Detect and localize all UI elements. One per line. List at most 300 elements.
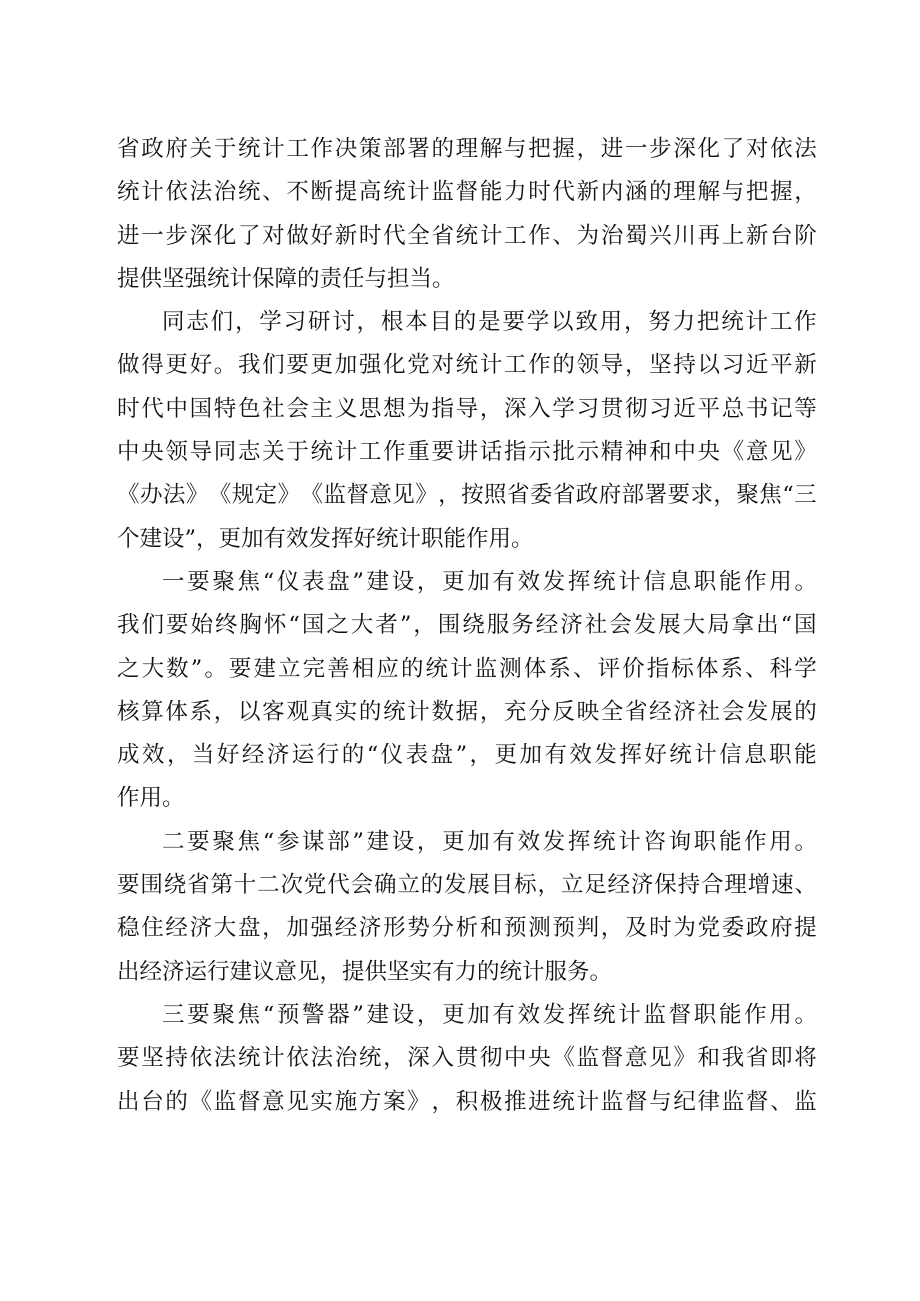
glyph: 能 <box>479 179 503 206</box>
glyph: 更 <box>442 1001 465 1028</box>
glyph: 近 <box>745 352 769 379</box>
text-line <box>117 474 817 517</box>
glyph: ， <box>262 915 285 942</box>
glyph: 出 <box>756 612 779 639</box>
text-line <box>117 128 817 171</box>
glyph: 国 <box>794 612 817 639</box>
glyph: 实 <box>310 1088 334 1115</box>
glyph: 央 <box>141 439 164 466</box>
glyph: 经 <box>334 915 358 942</box>
glyph: 省 <box>506 482 530 509</box>
glyph: 作 <box>310 136 334 162</box>
glyph: 加 <box>519 742 542 769</box>
glyph: 监 <box>643 1001 666 1028</box>
glyph: ， <box>413 612 436 639</box>
glyph: 时 <box>117 395 140 422</box>
glyph: 监 <box>474 655 498 682</box>
glyph: 数 <box>431 698 454 725</box>
glyph: 计 <box>618 1001 641 1028</box>
glyph: 把 <box>745 179 769 206</box>
glyph: 》 <box>794 439 817 466</box>
glyph: 进 <box>117 222 140 249</box>
glyph: 同 <box>162 309 185 336</box>
glyph: 测 <box>528 915 551 942</box>
glyph: 盘 <box>430 742 454 769</box>
glyph: 要 <box>187 1001 210 1028</box>
glyph: 仪 <box>276 568 300 595</box>
glyph: 力 <box>504 179 527 206</box>
glyph: 三 <box>794 482 817 509</box>
glyph: 示 <box>576 439 600 466</box>
glyph: 不 <box>286 179 309 206</box>
paragraph-first-line <box>117 994 817 1037</box>
glyph: 关 <box>262 439 285 466</box>
glyph: 义 <box>334 395 358 422</box>
glyph: 济 <box>266 742 290 769</box>
glyph: 蜀 <box>624 222 648 249</box>
glyph: 、 <box>770 1088 793 1115</box>
glyph: 发 <box>542 828 566 855</box>
glyph: 法 <box>794 136 817 162</box>
glyph: 督 <box>624 1088 648 1115</box>
glyph: 有 <box>492 568 515 595</box>
glyph: “ <box>782 482 794 509</box>
glyph: 目 <box>490 872 514 899</box>
glyph: 计 <box>334 439 358 466</box>
glyph: 见 <box>286 1088 309 1115</box>
glyph: 志 <box>237 439 261 466</box>
glyph: 记 <box>770 395 793 422</box>
glyph: 统 <box>721 309 744 336</box>
glyph: 警 <box>302 1001 325 1028</box>
glyph: 有 <box>544 742 567 769</box>
glyph: 成 <box>117 742 140 769</box>
glyph: 再 <box>697 222 721 249</box>
glyph: 解 <box>697 179 721 206</box>
glyph: 代 <box>141 395 164 422</box>
glyph: 预 <box>276 1001 300 1028</box>
glyph: 。 <box>794 1001 817 1028</box>
glyph: 委 <box>721 915 745 942</box>
glyph: 一 <box>624 136 648 162</box>
glyph: 工 <box>358 439 382 466</box>
glyph: 极 <box>479 1088 503 1115</box>
glyph: 聚 <box>212 828 235 855</box>
glyph: 统 <box>237 1045 261 1072</box>
glyph: 贯 <box>600 395 624 422</box>
glyph: 挥 <box>619 742 642 769</box>
glyph: 中 <box>165 395 188 422</box>
glyph: 标 <box>671 655 694 682</box>
glyph: 拿 <box>731 612 755 639</box>
glyph: 加 <box>286 915 309 942</box>
glyph: 习 <box>649 395 672 422</box>
glyph: 据 <box>455 698 479 725</box>
glyph: 化 <box>697 136 721 162</box>
glyph: 计 <box>479 222 503 249</box>
glyph: 建 <box>366 568 390 595</box>
glyph: 系 <box>548 655 571 682</box>
glyph: 的 <box>649 179 672 206</box>
glyph: ， <box>479 395 503 422</box>
glyph: 谋 <box>302 828 325 855</box>
glyph: 提 <box>794 915 817 942</box>
glyph: 绕 <box>462 612 485 639</box>
glyph: 速 <box>771 872 794 899</box>
glyph: 想 <box>383 395 406 422</box>
glyph: 能 <box>718 828 742 855</box>
glyph: ， <box>383 1045 406 1072</box>
glyph: 之 <box>326 612 349 639</box>
glyph: 持 <box>673 352 696 379</box>
glyph: 价 <box>622 655 645 682</box>
glyph: 代 <box>327 872 350 899</box>
glyph: 加 <box>467 828 490 855</box>
glyph: 合 <box>700 872 724 899</box>
glyph: 职 <box>693 828 717 855</box>
glyph: 客 <box>262 698 285 725</box>
glyph: 计 <box>618 828 641 855</box>
glyph: 见 <box>392 482 415 509</box>
glyph: 一 <box>162 568 185 595</box>
glyph: 工 <box>769 309 793 336</box>
glyph: ， <box>416 568 440 595</box>
text-line: 作用。 <box>117 785 185 812</box>
glyph: 效 <box>517 568 541 595</box>
glyph: 的 <box>165 1088 188 1115</box>
glyph: 会 <box>609 612 632 639</box>
glyph: 把 <box>696 309 720 336</box>
glyph: 建 <box>366 828 390 855</box>
glyph: ， <box>623 309 647 336</box>
glyph: 大 <box>682 612 706 639</box>
glyph: 高 <box>358 179 382 206</box>
glyph: 代 <box>552 179 575 206</box>
glyph: 挥 <box>567 828 591 855</box>
glyph: 统 <box>117 179 140 206</box>
glyph: 新 <box>794 352 817 379</box>
glyph: 能 <box>718 568 742 595</box>
glyph: 讨 <box>332 309 355 336</box>
glyph: 围 <box>140 872 163 899</box>
glyph: 核 <box>117 698 140 725</box>
glyph: 积 <box>455 1088 479 1115</box>
text-line <box>117 1081 817 1124</box>
glyph: 更 <box>494 742 518 769</box>
glyph: 新 <box>576 179 600 206</box>
glyph: 政 <box>745 915 769 942</box>
glyph: 有 <box>492 1001 515 1028</box>
glyph: 统 <box>593 568 616 595</box>
glyph: 询 <box>668 828 692 855</box>
text-line <box>117 734 817 777</box>
glyph: 用 <box>769 1001 792 1028</box>
glyph: 绕 <box>163 872 187 899</box>
glyph: 学 <box>526 309 550 336</box>
glyph: 意 <box>262 1088 285 1115</box>
glyph: 批 <box>552 439 575 466</box>
glyph: 统 <box>383 179 406 206</box>
glyph: ， <box>416 828 440 855</box>
glyph: 始 <box>190 612 213 639</box>
glyph: 央 <box>528 1045 551 1072</box>
glyph: 于 <box>286 439 309 466</box>
glyph: 署 <box>407 136 430 162</box>
glyph: ” <box>352 568 364 595</box>
glyph: 要 <box>187 828 210 855</box>
glyph: 们 <box>210 309 234 336</box>
glyph: 科 <box>769 655 793 682</box>
glyph: 二 <box>257 872 280 899</box>
glyph: 会 <box>721 698 745 725</box>
glyph: 领 <box>576 352 600 379</box>
glyph: 盘 <box>237 915 261 942</box>
glyph: 测 <box>499 655 522 682</box>
glyph: 围 <box>437 612 461 639</box>
glyph: ” <box>190 655 203 682</box>
glyph: 特 <box>213 395 237 422</box>
glyph: 的 <box>400 655 424 682</box>
glyph: ， <box>713 482 736 509</box>
glyph: 中 <box>673 439 696 466</box>
glyph: 系 <box>189 698 213 725</box>
glyph: 治 <box>213 179 237 206</box>
glyph: 导 <box>455 395 479 422</box>
glyph: 息 <box>744 742 767 769</box>
glyph: 要 <box>117 872 140 899</box>
glyph: 时 <box>358 222 382 249</box>
glyph: 形 <box>383 915 406 942</box>
glyph: 要 <box>431 439 454 466</box>
glyph: ” <box>352 828 364 855</box>
glyph: 算 <box>141 698 164 725</box>
glyph: 本 <box>405 309 428 336</box>
glyph: 习 <box>576 395 600 422</box>
glyph: 们 <box>262 352 285 379</box>
glyph: 用 <box>769 568 792 595</box>
glyph: 意 <box>745 439 769 466</box>
glyph: 督 <box>745 1088 769 1115</box>
glyph: 济 <box>560 612 583 639</box>
glyph: 映 <box>576 698 600 725</box>
glyph: 得 <box>141 352 164 379</box>
glyph: 展 <box>770 698 793 725</box>
glyph: 内 <box>600 179 624 206</box>
glyph: 们 <box>141 612 164 639</box>
glyph: 。 <box>794 828 817 855</box>
glyph: 学 <box>794 655 817 682</box>
glyph: 经 <box>165 915 188 942</box>
glyph: “ <box>262 1001 275 1028</box>
glyph: 当 <box>191 742 215 769</box>
glyph: 理 <box>455 136 479 162</box>
glyph: 统 <box>237 136 261 162</box>
glyph: 焦 <box>237 568 261 595</box>
glyph: 即 <box>770 1045 793 1072</box>
glyph: 研 <box>307 309 331 336</box>
glyph: 进 <box>600 136 624 162</box>
glyph: 对 <box>431 352 454 379</box>
text-line <box>117 215 817 258</box>
glyph: 表 <box>302 568 325 595</box>
glyph: 济 <box>189 915 213 942</box>
glyph: 决 <box>334 136 358 162</box>
glyph: 反 <box>552 698 575 725</box>
glyph: 依 <box>770 136 793 162</box>
glyph: 济 <box>673 698 696 725</box>
glyph: ， <box>431 1088 454 1115</box>
glyph: 济 <box>630 872 654 899</box>
glyph: 了 <box>721 136 745 162</box>
glyph: 办 <box>139 482 163 509</box>
glyph: 发 <box>542 1001 566 1028</box>
glyph: 》 <box>277 482 301 509</box>
glyph: 督 <box>346 482 369 509</box>
glyph: 见 <box>770 439 793 466</box>
glyph: 社 <box>584 612 608 639</box>
glyph: “ <box>288 612 300 639</box>
glyph: 服 <box>486 612 510 639</box>
glyph: 发 <box>542 568 566 595</box>
glyph: 讲 <box>455 439 479 466</box>
glyph: 重 <box>407 439 430 466</box>
glyph: 国 <box>189 395 213 422</box>
glyph: 为 <box>673 915 696 942</box>
glyph: 时 <box>528 179 551 206</box>
glyph: 参 <box>276 828 300 855</box>
glyph: 指 <box>431 395 454 422</box>
glyph: 政 <box>575 482 599 509</box>
glyph: 用 <box>599 309 623 336</box>
glyph: 十 <box>233 872 257 899</box>
glyph: 要 <box>228 655 252 682</box>
glyph: 作 <box>744 1001 767 1028</box>
glyph: 焦 <box>759 482 782 509</box>
glyph: 法 <box>162 482 186 509</box>
glyph: 治 <box>334 1045 358 1072</box>
glyph: ， <box>438 482 461 509</box>
glyph: 督 <box>455 179 479 206</box>
glyph: 和 <box>649 439 672 466</box>
glyph: 计 <box>407 179 430 206</box>
glyph: 见 <box>649 1045 672 1072</box>
glyph: 充 <box>504 698 527 725</box>
glyph: 话 <box>479 439 503 466</box>
glyph: ， <box>213 698 237 725</box>
glyph: 要 <box>117 1045 140 1072</box>
glyph: 展 <box>467 872 490 899</box>
glyph: 省 <box>117 136 140 162</box>
glyph: 案 <box>383 1088 406 1115</box>
glyph: 目 <box>429 309 452 336</box>
glyph: 经 <box>649 698 672 725</box>
glyph: 、 <box>552 222 575 249</box>
glyph: 要 <box>502 309 525 336</box>
glyph: 咨 <box>643 828 666 855</box>
glyph: 数 <box>166 655 189 682</box>
glyph: 会 <box>286 395 309 422</box>
glyph: 《 <box>117 482 140 509</box>
glyph: 分 <box>528 698 551 725</box>
glyph: 全 <box>600 698 624 725</box>
glyph: 》 <box>673 1045 696 1072</box>
paragraph-first-line <box>117 821 817 864</box>
glyph: 指 <box>646 655 670 682</box>
glyph: 握 <box>552 136 575 162</box>
glyph: 纪 <box>673 1088 696 1115</box>
glyph: 、 <box>262 179 285 206</box>
glyph: 标 <box>514 872 537 899</box>
glyph: ， <box>624 352 648 379</box>
glyph: 预 <box>504 915 527 942</box>
glyph: 意 <box>369 482 392 509</box>
glyph: 一 <box>141 222 164 249</box>
glyph: 监 <box>576 1045 600 1072</box>
glyph: 。 <box>794 568 817 595</box>
glyph: 化 <box>383 352 406 379</box>
glyph: 、 <box>572 655 596 682</box>
glyph: 部 <box>621 482 645 509</box>
glyph: 保 <box>654 872 677 899</box>
glyph: 能 <box>718 1001 742 1028</box>
glyph: 真 <box>310 698 334 725</box>
glyph: 求 <box>690 482 713 509</box>
glyph: 监 <box>721 1088 745 1115</box>
text-line <box>117 1037 817 1080</box>
glyph: 代 <box>383 222 406 249</box>
glyph: 平 <box>697 395 721 422</box>
glyph: 依 <box>189 1045 213 1072</box>
glyph: 计 <box>262 1045 285 1072</box>
glyph: 好 <box>216 742 240 769</box>
glyph: 涵 <box>624 179 648 206</box>
glyph: 住 <box>141 915 164 942</box>
glyph: 作 <box>744 568 767 595</box>
glyph: 指 <box>504 439 527 466</box>
glyph: 兴 <box>649 222 672 249</box>
glyph: 为 <box>407 395 430 422</box>
glyph: 政 <box>141 136 164 162</box>
glyph: 贯 <box>455 1045 479 1072</box>
glyph: 统 <box>593 1001 616 1028</box>
glyph: 二 <box>162 828 185 855</box>
glyph: 加 <box>467 1001 490 1028</box>
glyph: 与 <box>649 1088 672 1115</box>
glyph: 阶 <box>794 222 817 249</box>
glyph: 持 <box>677 872 701 899</box>
glyph: 好 <box>644 742 667 769</box>
glyph: 计 <box>745 309 769 336</box>
glyph: 经 <box>535 612 559 639</box>
glyph: 书 <box>745 395 769 422</box>
glyph: 步 <box>649 136 672 162</box>
glyph: 实 <box>334 698 358 725</box>
glyph: 聚 <box>212 1001 235 1028</box>
glyph: 府 <box>165 136 188 162</box>
glyph: 焦 <box>237 828 261 855</box>
glyph: 新 <box>334 222 358 249</box>
glyph: ” <box>352 1001 364 1028</box>
document-body <box>117 128 817 1124</box>
glyph: 方 <box>358 1088 382 1115</box>
glyph: 的 <box>794 698 817 725</box>
glyph: ， <box>600 915 624 942</box>
glyph: 增 <box>747 872 771 899</box>
glyph: 习 <box>283 309 307 336</box>
glyph: 治 <box>600 222 624 249</box>
glyph: 对 <box>745 136 769 162</box>
glyph: 信 <box>719 742 742 769</box>
